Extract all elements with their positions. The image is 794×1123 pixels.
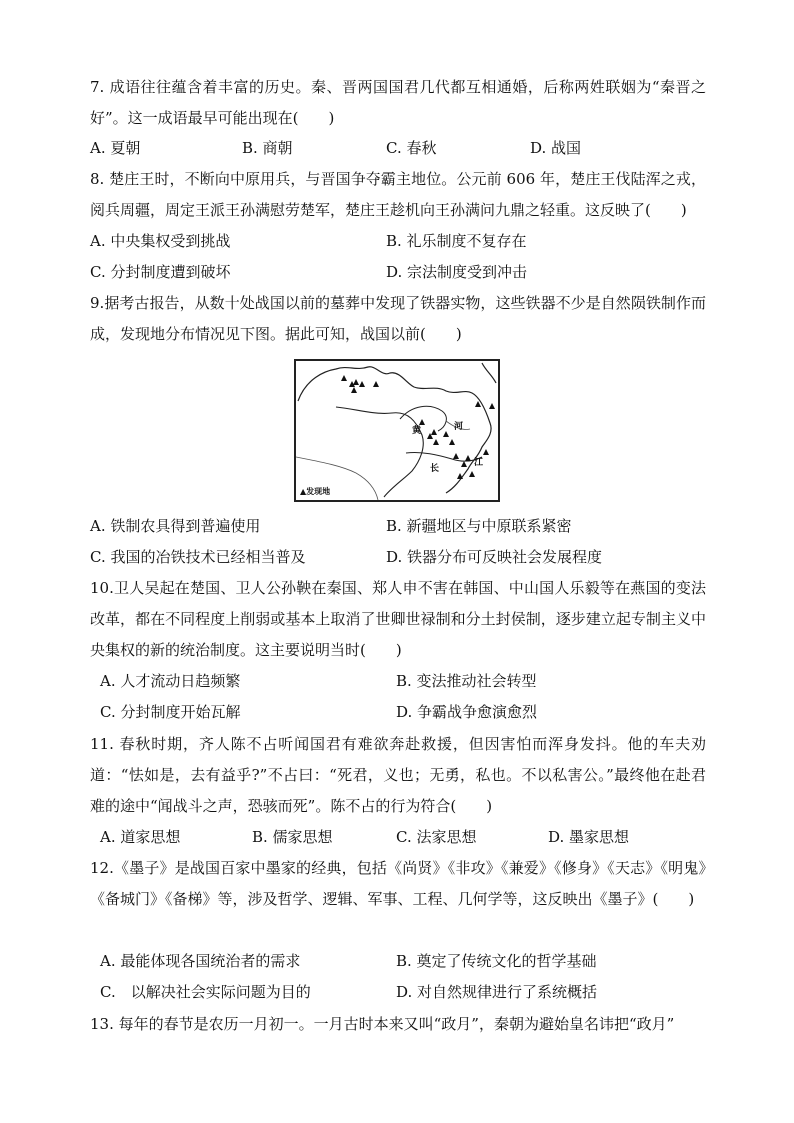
question-9-option-b[interactable]: B. 新疆地区与中原联系紧密: [386, 517, 572, 535]
question-11-option-b[interactable]: B. 儒家思想: [252, 828, 333, 846]
map-label-long: 长: [430, 464, 440, 474]
map-label-yellow-river: 黄: [412, 426, 422, 436]
question-11-option-d[interactable]: D. 墨家思想: [548, 828, 630, 846]
question-12-option-d[interactable]: D. 对自然规律进行了系统概括: [396, 983, 598, 1001]
question-10-option-c[interactable]: C. 分封制度开始瓦解: [100, 703, 241, 721]
question-9-option-a[interactable]: A. 铁制农具得到普遍使用: [90, 517, 261, 535]
question-13-stem: 13. 每年的春节是农历一月初一。一月古时本来又叫“政月”，秦朝为避始皇名讳把“政月”: [90, 1015, 675, 1033]
question-12-stem: 12.《墨子》是战国百家中墨家的经典，包括《尚贤》《非攻》《兼爱》《修身》《天志》《明鬼》《备城门》《备梯》等，涉及哲学、逻辑、军事、工程、几何学等，这反映出《墨子》( ): [90, 859, 706, 908]
question-11-option-c[interactable]: C. 法家思想: [396, 828, 477, 846]
question-8-option-c[interactable]: C. 分封制度遭到破坏: [90, 263, 231, 281]
iron-finds-map: [294, 359, 500, 502]
question-9-option-d[interactable]: D. 铁器分布可反映社会发展程度: [386, 548, 603, 566]
question-8-option-a[interactable]: A. 中央集权受到挑战: [90, 232, 231, 250]
question-10-option-b[interactable]: B. 变法推动社会转型: [396, 672, 537, 690]
question-9-option-c[interactable]: C. 我国的冶铁技术已经相当普及: [90, 548, 306, 566]
question-12-option-c[interactable]: C. 以解决社会实际问题为目的: [100, 983, 311, 1001]
question-7-stem: 7. 成语往往蕴含着丰富的历史。秦、晋两国国君几代都互相通婚，后称两姓联姻为“秦晋之好”。这一成语最早可能出现在( ): [90, 78, 706, 127]
question-10-option-d[interactable]: D. 争霸战争愈演愈烈: [396, 703, 538, 721]
question-9-stem: 9.据考古报告，从数十处战国以前的墓葬中发现了铁器实物，这些铁器不少是自然陨铁制作而成，发现地分布情况见下图。据此可知，战国以前( ): [90, 294, 706, 343]
map-outline: [296, 361, 498, 500]
question-8-option-b[interactable]: B. 礼乐制度不复存在: [386, 232, 527, 250]
map-label-river: 河: [454, 422, 464, 432]
question-8-option-d[interactable]: D. 宗法制度受到冲击: [386, 263, 528, 281]
map-label-yangtze: 江: [474, 458, 484, 468]
question-8-stem: 8. 楚庄王时，不断向中原用兵，与晋国争夺霸主地位。公元前 606 年，楚庄王伐陆浑之戎，阅兵周疆，周定王派王孙满慰劳楚军，楚庄王趁机向王孙满问九鼎之轻重。这反映了( ): [90, 170, 706, 219]
map-legend: ▲发现地: [300, 486, 331, 496]
question-12-option-a[interactable]: A. 最能体现各国统治者的需求: [100, 952, 301, 970]
question-7-option-b[interactable]: B. 商朝: [242, 139, 293, 157]
question-10-option-a[interactable]: A. 人才流动日趋频繁: [100, 672, 241, 690]
question-12-option-b[interactable]: B. 奠定了传统文化的哲学基础: [396, 952, 597, 970]
question-7-option-a[interactable]: A. 夏朝: [90, 139, 141, 157]
question-11-option-a[interactable]: A. 道家思想: [100, 828, 181, 846]
question-11-stem: 11. 春秋时期，齐人陈不占听闻国君有难欲奔赴救援，但因害怕而浑身发抖。他的车夫劝道：“怯如是，去有益乎?”不占曰：“死君，义也；无勇，私也。不以私害公。”最终他在赴君难的途中“闻战斗之声，恐骇而死”。陈不占的行为符合( ): [90, 735, 706, 815]
question-7-option-d[interactable]: D. 战国: [530, 139, 582, 157]
question-7-option-c[interactable]: C. 春秋: [386, 139, 437, 157]
question-10-stem: 10.卫人吴起在楚国、卫人公孙鞅在秦国、郑人申不害在韩国、中山国人乐毅等在燕国的变法改革，都在不同程度上削弱或基本上取消了世卿世禄制和分土封侯制，逐步建立起专制主义中央集权的新的统治制度。这主要说明当时( ): [90, 579, 706, 659]
